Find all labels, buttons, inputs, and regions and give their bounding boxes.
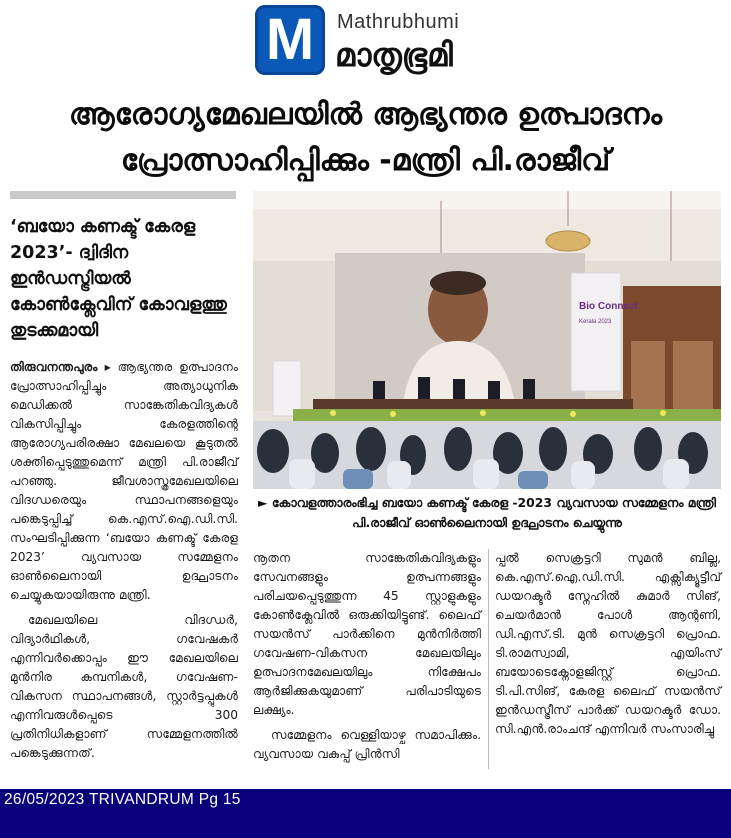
article-column-1 bbox=[10, 358, 238, 763]
column-1-paragraph-2: മേഖലയിലെ വിദഗ്ധർ, വിദ്യാർഥികൾ, ഗവേഷകർ എന്നിവർക്കൊപ്പം ഈ മേഖലയിലെ മുൻനിര കമ്പനികൾ, ഗവേഷണ-വികസന സ്ഥാപനങ്ങൾ, സ്റ്റാർട്ടപ്പുകൾ എന്നിവരുൾപ്പെടെ 300 പ്രതിനിധികളാണ് സമ്മേളനത്തിൽ പങ്കെടുക്കുന്നത്. bbox=[10, 613, 238, 760]
column-3-paragraph-1: പ്പൽ സെക്രട്ടറി സുമൻ ബില്ല, കെ.എസ്.ഐ.ഡി.സി. എക്സിക്യൂട്ടീവ് ഡയറക്ടർ സ്നേഹിൽ കുമാർ സിങ്, ചെയർമാൻ പോൾ ആന്റണി, ഡി.എസ്.ടി. മുൻ സെക്രട്ടറി പ്രൊഫ. ടി.രാമസ്വാമി, എയിംസ് ബയോടെക്നോളജിസ്റ്റ് പ്രൊഫ. ടി.പി.സിങ്, കേരള ലൈഫ് സയൻസ് ഇൻഡസ്ട്രീസ് പാർക്ക് ഡയറക്ടർ ഡോ. സി.എൻ.രാംചന്ദ് എന്നിവർ സംസാരിച്ചു bbox=[495, 551, 721, 736]
masthead-name-malayalam: മാതൃഭൂമി bbox=[335, 36, 453, 74]
play-bullet-icon: ► bbox=[258, 495, 268, 510]
banner-title: Bio Connect bbox=[579, 301, 638, 312]
page-footer bbox=[0, 789, 731, 838]
kicker-rule bbox=[10, 191, 236, 199]
article-column-3 bbox=[495, 549, 721, 739]
article-kicker: ‘ബയോ കണക്ട് കേരള 2023’- ദ്വിദിന ഇൻഡസ്ട്രിയൽ കോൺക്ലേവിന് കോവളത്തു തുടക്കമായി bbox=[10, 217, 227, 341]
headline-line-2: പ്രോത്സാഹിപ്പിക്കും -മന്ത്രി പി.രാജീവ് bbox=[120, 143, 611, 178]
column-1-paragraph-1-text: ആഭ്യന്തര ഉത്പാദനം പ്രോത്സാഹിപ്പിച്ചും അത്യാധുനിക മെഡിക്കൽ സാങ്കേതികവിദ്യകൾ വികസിപ്പിച്ചും കേരളത്തിന്റെ ആരോഗ്യപരിരക്ഷാ മേഖലയെ കൂടുതൽ ശക്തിപ്പെടുത്തുമെന്ന് മന്ത്രി പി.രാജീവ് പറഞ്ഞു. ജീവശാസ്ത്രമേഖലയിലെ വിദഗ്ധരെയും സ്ഥാപനങ്ങളെയും പങ്കെടുപ്പിച്ച് കെ.എസ്.ഐ.ഡി.സി. സംഘടിപ്പിക്കുന്ന ‘ബയോ കണക്ട് കേരള 2023’ വ്യവസായ സമ്മേളനം ഓൺലൈനായി ഉദ്ഘാടനം ചെയ്യുകയായിരുന്നു മന്ത്രി. bbox=[10, 360, 238, 602]
footer-edition-info: 26/05/2023 TRIVANDRUM Pg 15 bbox=[4, 791, 241, 808]
article-headline bbox=[8, 92, 723, 184]
column-divider bbox=[488, 549, 489, 769]
masthead bbox=[255, 5, 505, 77]
dateline: തിരുവനന്തപുരം ▸ bbox=[10, 360, 111, 374]
banner-subtitle: Kerala 2023 bbox=[579, 319, 612, 325]
photo-caption bbox=[253, 493, 721, 533]
masthead-logo-icon: M bbox=[255, 5, 325, 75]
column-1-paragraph-1 bbox=[10, 358, 238, 605]
photo-caption-text: കോവളത്താരംഭിച്ച ബയോ കണക്ട് കേരള -2023 വ്യവസായ സമ്മേളനം മന്ത്രി പി.രാജീവ് ഓൺലൈനായി ഉദ്ഘാടനം ചെയ്യുന്നു bbox=[271, 495, 716, 530]
article-photo bbox=[253, 191, 721, 489]
column-2-paragraph-2: സമ്മേളനം വെള്ളിയാഴ്ച സമാപിക്കും. വ്യവസായ വകുപ്പ് പ്രിൻസി bbox=[253, 728, 481, 761]
column-2-paragraph-1: നൂതന സാങ്കേതികവിദ്യകളും സേവനങ്ങളും ഉത്പന്നങ്ങളും പരിചയപ്പെടുത്തുന്ന 45 സ്റ്റാളുകളും കോൺക്ലേവിൽ ഒരുക്കിയിട്ടുണ്ട്. ലൈഫ് സയൻസ് പാർക്കിനെ മുൻനിർത്തി ഗവേഷണ-വികസന മേഖലയിലും ഉത്പാദനമേഖലയിലും നിക്ഷേപം ആർജിക്കുകയുമാണ് പരിപാടിയുടെ ലക്ഷ്യം. bbox=[253, 551, 481, 717]
headline-line-1: ആരോഗ്യമേഖലയിൽ ആഭ്യന്തര ഉത്പാദനം bbox=[68, 97, 663, 132]
article-column-2 bbox=[253, 549, 481, 764]
masthead-name-english: Mathrubhumi bbox=[337, 11, 460, 33]
